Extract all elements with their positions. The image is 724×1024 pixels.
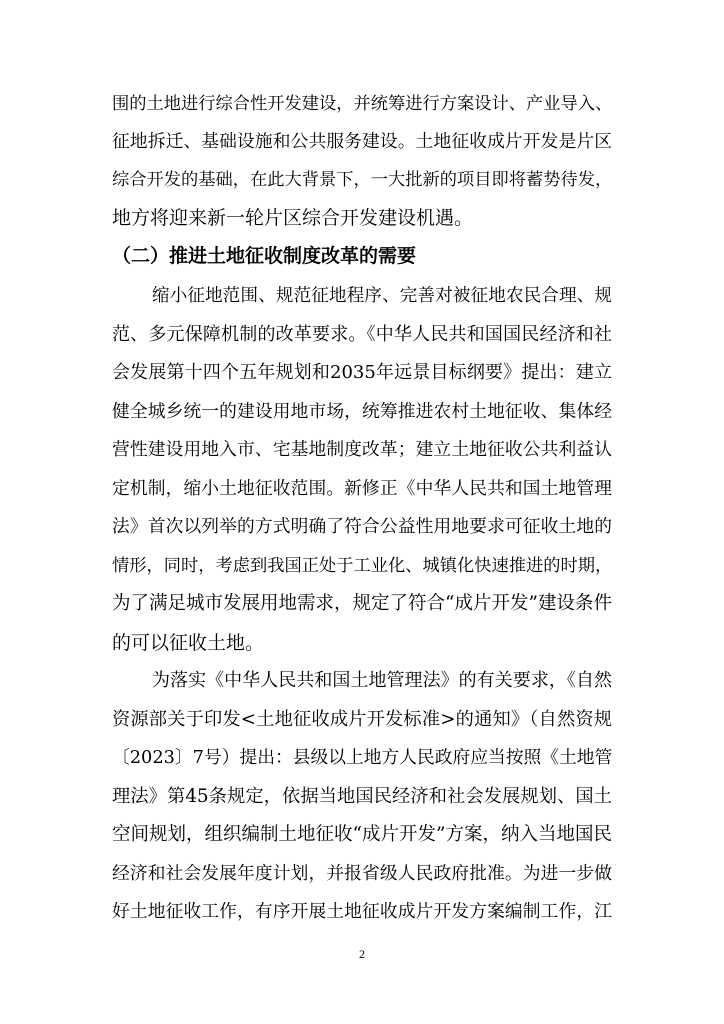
paragraph-1-line-4: 地方将迎来新一轮片区综合开发建设机遇。 bbox=[112, 207, 474, 229]
section-heading: （二）推进土地征收制度改革的需要 bbox=[112, 245, 417, 267]
paragraph-2-line-5: 营性建设用地入市、宅基地制度改革；建立土地征收公共利益认 bbox=[112, 440, 612, 460]
paragraph-2-line-4: 健全城乡统一的建设用地市场，统筹推进农村土地征收、集体经 bbox=[112, 402, 612, 422]
paragraph-2-line-3: 会发展第十四个五年规划和2035年远景目标纲要》提出：建立 bbox=[112, 362, 612, 383]
paragraph-3-line-3: 〔2023〕7号）提出：县级以上地方人民政府应当按照《土地管 bbox=[112, 748, 613, 768]
paragraph-1-line-3: 综合开发的基础，在此大背景下，一大批新的项目即将蓄势待发， bbox=[112, 170, 613, 190]
paragraph-3-line-1: 为落实《中华人民共和国土地管理法》的有关要求，《自然 bbox=[152, 670, 612, 691]
paragraph-3-line-7: 好土地征收工作，有序开展土地征收成片开发方案编制工作，江 bbox=[112, 902, 612, 922]
paragraph-3-line-4: 理法》第45条规定，依据当地国民经济和社会发展规划、国土 bbox=[112, 786, 612, 807]
paragraph-2-line-6: 定机制，缩小土地征收范围。新修正《中华人民共和国土地管理 bbox=[112, 479, 612, 499]
paragraph-2-line-9: 为了满足城市发展用地需求，规定了符合“成片开发”建设条件 bbox=[112, 593, 612, 614]
page-number: 2 bbox=[359, 947, 365, 961]
paragraph-3-line-2: 资源部关于印发<土地征收成片开发标准>的通知》（自然资规 bbox=[112, 709, 612, 730]
paragraph-3-line-5: 空间规划，组织编制土地征收“成片开发”方案，纳入当地国民 bbox=[112, 824, 612, 845]
paragraph-2-line-10: 的可以征收土地。 bbox=[112, 632, 265, 654]
paragraph-2-line-2: 范、多元保障机制的改革要求。《中华人民共和国国民经济和社 bbox=[112, 324, 612, 345]
paragraph-1-line-2: 征地拆迁、基础设施和公共服务建设。土地征收成片开发是片区 bbox=[112, 132, 612, 152]
paragraph-2-line-1: 缩小征地范围、规范征地程序、完善对被征地农民合理、规 bbox=[152, 286, 612, 306]
paragraph-2-line-8: 情形，同时，考虑到我国正处于工业化、城镇化快速推进的时期， bbox=[112, 556, 613, 576]
paragraph-2-line-7: 法》首次以列举的方式明确了符合公益性用地要求可征收土地的 bbox=[112, 517, 612, 537]
paragraph-3-line-6: 经济和社会发展年度计划，并报省级人民政府批准。为进一步做 bbox=[112, 864, 612, 884]
paragraph-1-line-1: 围的土地进行综合性开发建设，并统筹进行方案设计、产业导入、 bbox=[112, 94, 613, 114]
